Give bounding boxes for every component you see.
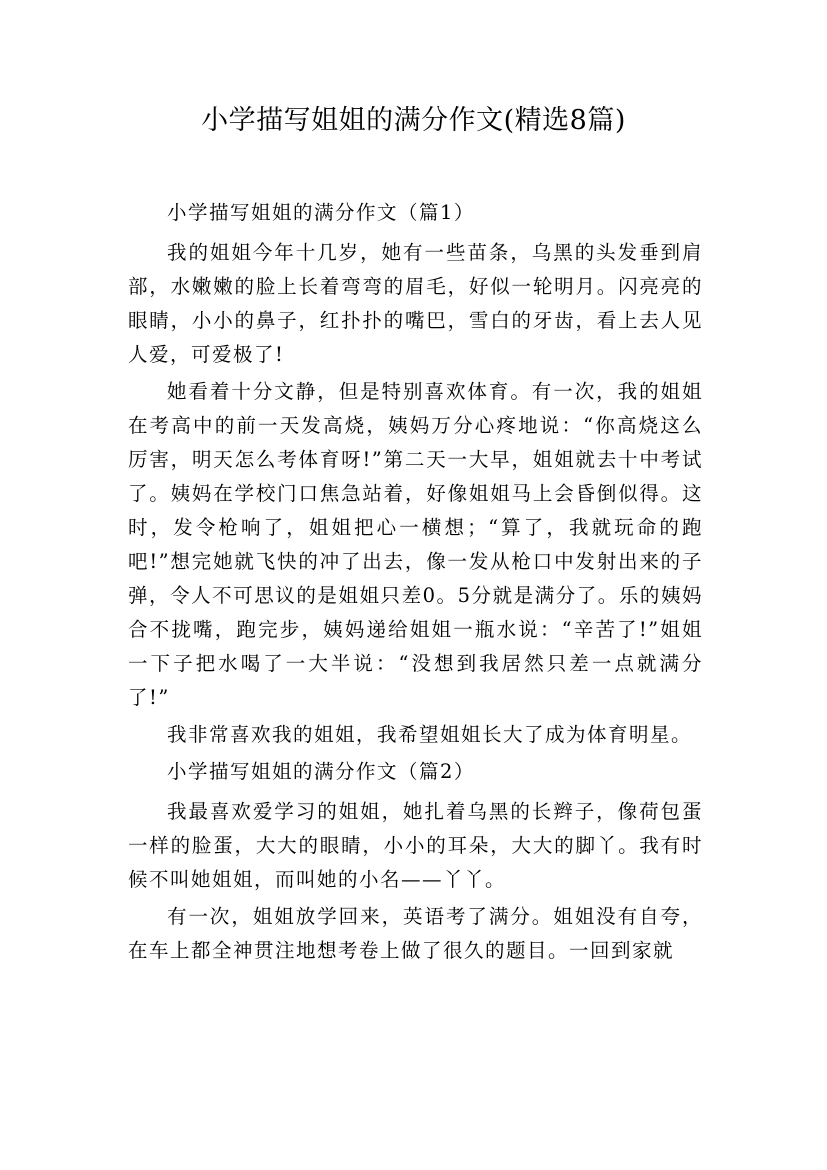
- document-body: [128, 196, 703, 971]
- document-title: 小学描写姐姐的满分作文(精选8篇): [201, 105, 626, 136]
- paragraph: 我最喜欢爱学习的姐姐，她扎着乌黑的长辫子，像荷包蛋一样的脸蛋，大大的眼睛，小小的耳朵，大大的脚丫。我有时候不叫她姐姐，而叫她的小名——丫丫。: [128, 800, 703, 891]
- paragraph: 她看着十分文静，但是特别喜欢体育。有一次，我的姐姐在考高中的前一天发高烧，姨妈万分心疼地说：“你高烧这么厉害，明天怎么考体育呀!”第二天一大早，姐姐就去十中考试了。姨妈在学校门口焦急站着，好像姐姐马上会昏倒似得。这时，发令枪响了，姐姐把心一横想；“算了，我就玩命的跑吧!”想完她就飞快的冲了出去，像一发从枪口中发射出来的子弹，令人不可思议的是姐姐只差0。5分就是满分了。乐的姨妈合不拢嘴，跑完步，姨妈递给姐姐一瓶水说：“辛苦了!”姐姐一下子把水喝了一大半说：“没想到我居然只差一点就满分了!”: [128, 380, 703, 709]
- paragraph: 我非常喜欢我的姐姐，我希望姐姐长大了成为体育明星。: [167, 723, 693, 746]
- paragraph: 我的姐姐今年十几岁，她有一些苗条，乌黑的头发垂到肩部，水嫩嫩的脸上长着弯弯的眉毛，好似一轮明月。闪亮亮的眼睛，小小的鼻子，红扑扑的嘴巴，雪白的牙齿，看上去人见人爱，可爱极了!: [128, 241, 703, 366]
- section-heading-1: 小学描写姐姐的满分作文（篇1）: [167, 201, 475, 224]
- paragraph: 有一次，姐姐放学回来，英语考了满分。姐姐没有自夸，在车上都全神贯注地想考卷上做了很久的题目。一回到家就: [128, 905, 703, 962]
- section-heading-2: 小学描写姐姐的满分作文（篇2）: [167, 760, 475, 783]
